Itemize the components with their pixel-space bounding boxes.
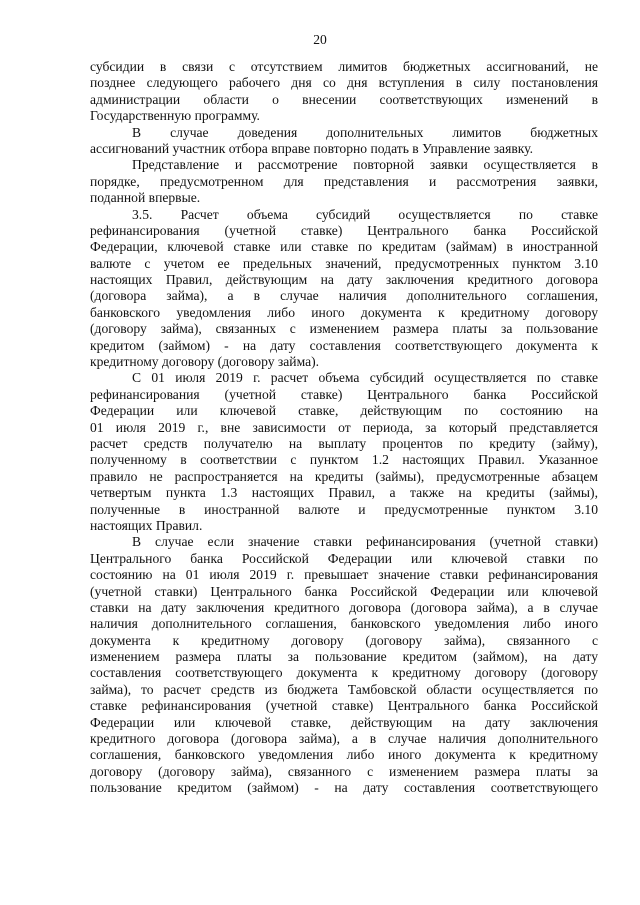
text-line: В случае если значение ставки рефинансирования (учетной ставки)	[132, 534, 598, 550]
text-line: соглашения, банковского уведомления либо иного документа к кредитному	[90, 747, 598, 763]
text-line: кредитного договора (договора займа), а в случае наличия дополнительного	[90, 731, 598, 747]
paragraph	[90, 534, 598, 796]
text-line: настоящих Правил, действующим на дату заключения кредитного договора	[90, 272, 598, 288]
text-line: (договора займа), а в случае наличия дополнительного соглашения,	[90, 288, 598, 304]
text-line: составления соответствующего документа к кредитному договору (договору	[90, 665, 598, 681]
text-line: С 01 июля 2019 г. расчет объема субсидий осуществляется по ставке	[132, 370, 598, 386]
text-line: позднее следующего рабочего дня со дня вступления в силу постановления	[90, 75, 598, 91]
text-line: поданной впервые.	[90, 190, 201, 206]
text-line: наличия дополнительного соглашения, банковского уведомления либо иного	[90, 616, 598, 632]
text-line: порядке, предусмотренном для представления и рассмотрения заявки,	[90, 173, 598, 189]
text-line: валюте с учетом ее предельных значений, предусмотренных пунктом 3.10	[90, 255, 598, 271]
text-line: кредитом (займом) - на дату составления соответствующего документа к	[90, 337, 598, 353]
text-line: банковского уведомления либо иного документа к кредитному договору	[90, 304, 598, 320]
text-line: 01 июля 2019 г., вне зависимости от периода, за который представляется	[90, 419, 598, 435]
text-line: ставки на дату заключения кредитного договора (договора займа), а в случае	[90, 599, 598, 615]
text-line: займа), то расчет средств из бюджета Тамбовской области осуществляется по	[90, 681, 598, 697]
text-line: договору (договору займа), связанного с изменением размера платы за	[90, 763, 598, 779]
text-line: администрации области о внесении соответствующих изменений в	[90, 91, 598, 107]
text-line: полученные в иностранной валюте и предусмотренные пунктом 3.10	[90, 501, 598, 517]
text-line: полученному в соответствии с пунктом 1.2 настоящих Правил. Указанное	[90, 452, 598, 468]
text-line: расчет средств получателю на выплату процентов по кредиту (займу),	[90, 435, 598, 451]
text-line: (учетной ставки) Центрального банка Российской Федерации или ключевой	[90, 583, 598, 599]
text-line: изменением размера платы за пользование кредитом (займом), на дату	[90, 649, 598, 665]
text-line: ставке рефинансирования (учетной ставке) Центрального банка Российской	[90, 698, 598, 714]
page-number: 20	[313, 32, 327, 47]
text-line: 3.5. Расчет объема субсидий осуществляется по ставке	[132, 206, 598, 222]
paragraph	[90, 207, 598, 371]
text-line: (договору займа), связанных с изменением размера платы за пользование	[90, 321, 598, 337]
text-line: кредитному договору (договору займа).	[90, 354, 320, 370]
text-line: пользование кредитом (займом) - на дату составления соответствующего	[90, 780, 598, 796]
text-line: Центрального банка Российской Федерации или ключевой ставки по	[90, 550, 598, 566]
paragraph	[90, 370, 598, 534]
text-line: правило не распространяется на кредиты (займы), предусмотренные абзацем	[90, 468, 598, 484]
text-line: ассигнований участник отбора вправе повторно подать в Управление заявку.	[90, 140, 534, 156]
document-body	[90, 59, 598, 797]
text-line: В случае доведения дополнительных лимитов бюджетных	[132, 124, 598, 140]
paragraph	[90, 157, 598, 206]
text-line: Представление и рассмотрение повторной заявки осуществляется в	[132, 157, 598, 173]
text-line: четвертым пункта 1.3 настоящих Правил, а также на кредиты (займы),	[90, 485, 598, 501]
text-line: состоянию на 01 июля 2019 г. превышает значение ставки рефинансирования	[90, 567, 598, 583]
text-line: Федерации или ключевой ставке, действующим по состоянию на	[90, 403, 598, 419]
text-line: настоящих Правил.	[90, 517, 203, 533]
text-line: Федерации, ключевой ставке или ставке по кредитам (займам) в иностранной	[90, 239, 598, 255]
text-line: Государственную программу.	[90, 108, 260, 124]
text-line: субсидии в связи с отсутствием лимитов бюджетных ассигнований, не	[90, 59, 598, 74]
text-line: рефинансирования (учетной ставке) Центрального банка Российской	[90, 386, 598, 402]
text-line: рефинансирования (учетной ставке) Центрального банка Российской	[90, 222, 598, 238]
text-line: документа к кредитному договору (договору займа), связанного с	[90, 632, 598, 648]
paragraph	[90, 59, 598, 125]
text-line: Федерации или ключевой ставке, действующим на дату заключения	[90, 714, 598, 730]
paragraph	[90, 125, 598, 158]
